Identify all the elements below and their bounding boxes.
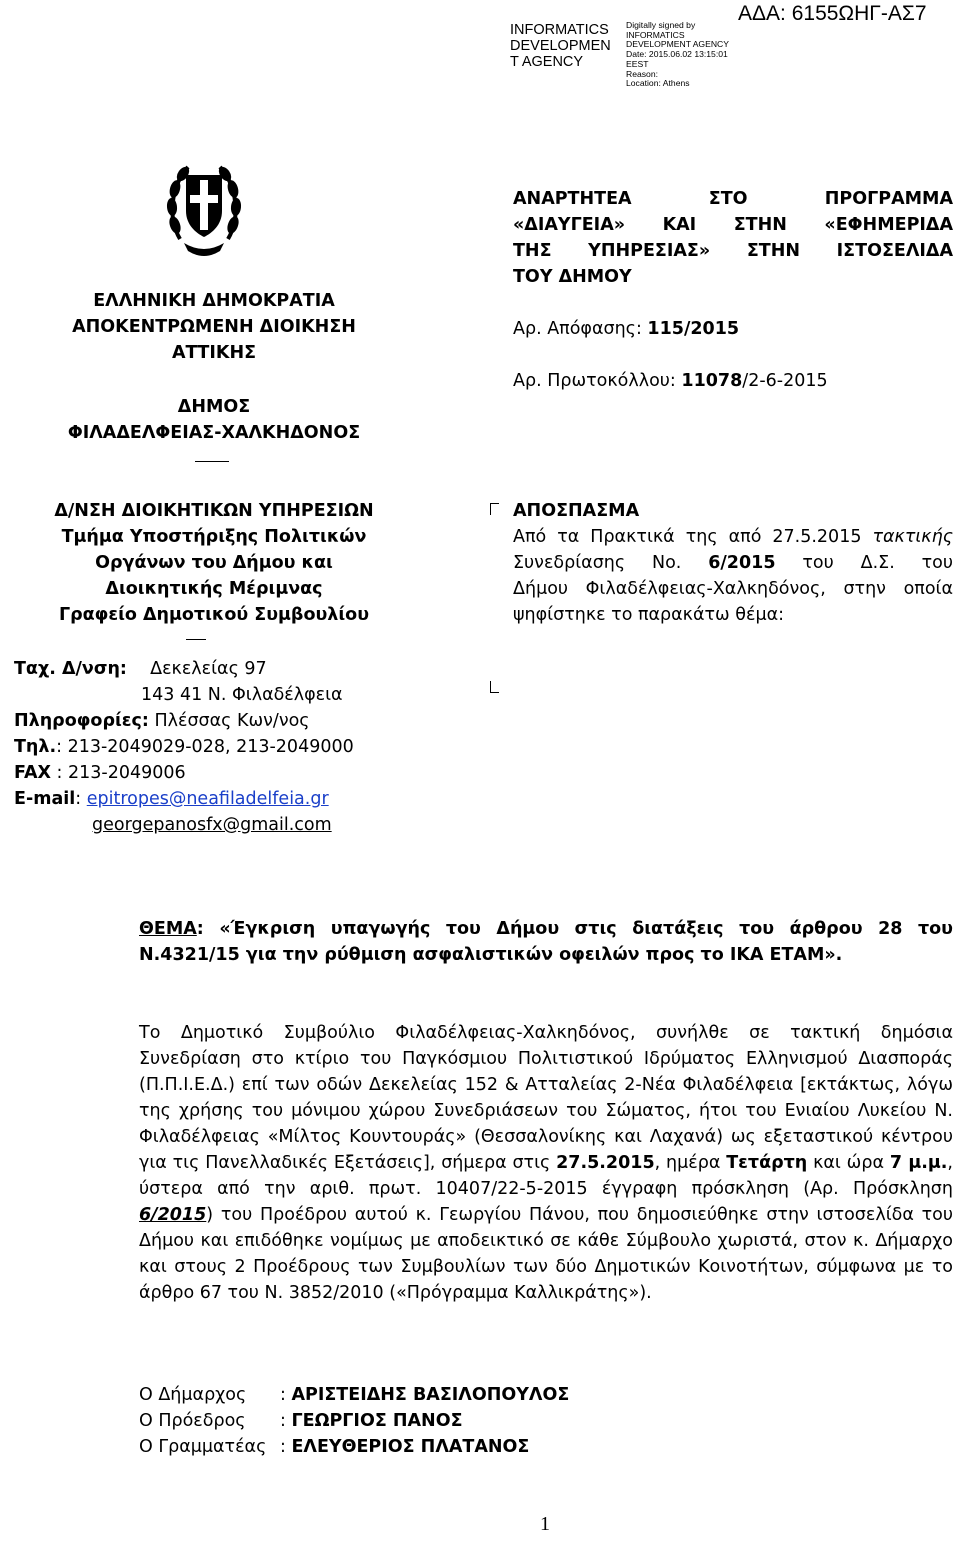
body-text: , ημέρα [654, 1153, 727, 1173]
greek-coat-of-arms-icon [166, 155, 242, 267]
divider [186, 639, 206, 640]
notice-line: ΑΝΑΡΤΗΤΕΑ ΣΤΟ ΠΡΟΓΡΑΜΜΑ [513, 189, 953, 209]
official-role: Ο Πρόεδρος [139, 1411, 246, 1431]
municipality-header [14, 394, 414, 446]
extract-text: του Δ.Σ. του [775, 553, 953, 573]
extract-session-type: τακτικής [872, 527, 953, 547]
meeting-date: 27.5.2015 [556, 1153, 655, 1173]
fax-value: : 213-2049006 [50, 763, 186, 783]
notice-line: «ΔΙΑΥΓΕΙΑ» ΚΑΙ ΣΤΗΝ «ΕΦΗΜΕΡΙΔΑ [513, 215, 953, 235]
header-line: ΕΛΛΗΝΙΚΗ ΔΗΜΟΚΡΑΤΙΑ [93, 291, 335, 311]
extract-block [513, 498, 953, 628]
corner-mark [490, 681, 499, 693]
info-value: Πλέσσας Κων/νος [154, 711, 310, 731]
decision-number: 115/2015 [647, 319, 740, 339]
header-line: ΑΠΟΚΕΝΤΡΩΜΕΝΗ ΔΙΟΙΚΗΣΗ [72, 317, 356, 337]
extract-line: Δήμου Φιλαδέλφειας-Χαλκηδόνος, στην οποία [513, 579, 953, 599]
publication-notice [513, 186, 953, 290]
info-label: Πληροφορίες: [14, 711, 149, 731]
invitation-number: 6/2015 [139, 1205, 207, 1225]
decision-label: Αρ. Απόφασης: [513, 319, 648, 339]
email-row [14, 786, 329, 812]
signer-line: T AGENCY [510, 54, 584, 70]
address-label: Ταχ. Δ/νση: [14, 659, 127, 679]
email-link-secondary[interactable]: georgepanosfx@gmail.com [92, 815, 332, 835]
extract-line: ψηφίστηκε το παρακάτω θέμα: [513, 605, 785, 625]
signature-detail-line: Digitally signed by [626, 20, 696, 30]
fax-row [14, 760, 186, 786]
info-row [14, 708, 310, 734]
email-link-primary[interactable]: epitropes@neafiladelfeia.gr [86, 789, 329, 809]
official-sep: : [280, 1385, 292, 1405]
official-role: Ο Δήμαρχος [139, 1385, 247, 1405]
meeting-day: Τετάρτη [726, 1153, 808, 1173]
decision-number-row [513, 316, 953, 342]
protocol-number: 11078 [681, 371, 743, 391]
signature-detail-line: Date: 2015.06.02 13:15:01 [626, 49, 728, 60]
body-text: , ύστερα από την αριθ. πρωτ. 10407/22-5-2015 έγγραφη πρόσκληση (Αρ. Πρόσκληση [139, 1153, 953, 1199]
extract-text: Από τα Πρακτικά της από 27.5.2015 [513, 527, 873, 547]
email-label: E-mail [14, 789, 76, 809]
official-name: ΕΛΕΥΘΕΡΙΟΣ ΠΛΑΤΑΝΟΣ [291, 1437, 530, 1457]
fax-label: FAX [14, 763, 51, 783]
department-header [14, 498, 414, 628]
department-line: Τμήμα Υποστήριξης Πολιτικών [61, 527, 367, 547]
subject [139, 916, 953, 968]
header-line: ΑΤΤΙΚΗΣ [171, 343, 257, 363]
body-text: Το Δημοτικό Συμβούλιο Φιλαδέλφειας-Χαλκηδόνος, συνήλθε σε τακτική δημόσια Συνεδρίαση στο κτίριο του Παγκόσμιου Πολιτιστικού Ιδρύματος Ελληνισμού Διασποράς (Π.Π.Ι.Ε.Δ.) επί των οδών Δεκελείας 152 & Ατταλείας 2-Νέα Φιλαδέλφεια [εκτάκτως, λόγω της χρήσης του μόνιμου χώρου Συνεδριάσεων του Σώματος, ήτοι του Ενιαίου Λυκείου Ν. Φιλαδέλφειας «Μίλτος Κουντουράς» (Θεσσαλονίκης και Λαχανά) ως εξεταστικού κέντρου για τις Πανελλαδικές Εξετάσεις], σήμερα στις [139, 1023, 953, 1173]
municipality-line: ΦΙΛΑΔΕΛΦΕΙΑΣ-ΧΑΛΚΗΔΟΝΟΣ [67, 423, 361, 443]
tel-row [14, 734, 354, 760]
protocol-number-row [513, 368, 953, 394]
signature-detail-line: Location: Athens [626, 78, 690, 89]
protocol-date: /2-6-2015 [742, 371, 828, 391]
digital-signature-signer [510, 22, 622, 70]
subject-label: ΘΕΜΑ [139, 919, 197, 939]
signer-line: INFORMATICS [510, 22, 609, 38]
extract-text: Συνεδρίασης Νο. [513, 553, 709, 573]
official-row [139, 1408, 463, 1434]
notice-line: ΤΟΥ ΔΗΜΟΥ [513, 267, 632, 287]
extract-title: ΑΠΟΣΠΑΣΜΑ [513, 501, 640, 521]
protocol-label: Αρ. Πρωτοκόλλου: [513, 371, 682, 391]
official-row [139, 1382, 569, 1408]
meeting-time: 7 μ.μ. [889, 1153, 948, 1173]
digital-signature-details [626, 21, 756, 89]
official-name: ΑΡΙΣΤΕΙΔΗΣ ΒΑΣΙΛΟΠΟΥΛΟΣ [291, 1385, 570, 1405]
extract-session-number: 6/2015 [708, 553, 776, 573]
address-street: Δεκελείας 97 [150, 659, 267, 679]
department-line: Οργάνων του Δήμου και [95, 553, 333, 573]
extract-line [513, 524, 953, 550]
signature-detail-line: INFORMATICS [626, 29, 685, 40]
subject-text: : «Έγκριση υπαγωγής του Δήμου στις διατάξεις του άρθρου 28 του Ν.4321/15 για την ρύθμιση ασφαλιστικών οφειλών προς το ΙΚΑ ΕΤΑΜ». [139, 919, 953, 965]
department-line: Γραφείο Δημοτικού Συμβουλίου [58, 605, 370, 625]
official-sep: : [280, 1411, 292, 1431]
signature-detail-line: Reason: [626, 68, 659, 79]
address-city: 143 41 Ν. Φιλαδέλφεια [141, 685, 343, 705]
body-paragraph [139, 1020, 953, 1306]
divider [195, 461, 229, 462]
issuer-header [14, 288, 414, 366]
address-row [14, 656, 267, 682]
email-sep: : [75, 789, 87, 809]
signer-line: DEVELOPMEN [510, 38, 611, 54]
department-line: Δ/ΝΣΗ ΔΙΟΙΚΗΤΙΚΩΝ ΥΠΗΡΕΣΙΩΝ [54, 501, 374, 521]
municipality-line: ΔΗΜΟΣ [177, 397, 251, 417]
ada-code: ΑΔΑ: 6155ΩΗΓ-ΑΣ7 [738, 2, 927, 25]
tel-label: Τηλ. [14, 737, 57, 757]
official-name: ΓΕΩΡΓΙΟΣ ΠΑΝΟΣ [291, 1411, 463, 1431]
official-role: Ο Γραμματέας [139, 1437, 267, 1457]
corner-mark [490, 503, 499, 515]
signature-detail-line: EEST [626, 58, 649, 69]
official-sep: : [280, 1437, 292, 1457]
department-line: Διοικητικής Μέριμνας [105, 579, 323, 599]
page-number: 1 [540, 1513, 550, 1535]
signature-detail-line: DEVELOPMENT AGENCY [626, 39, 729, 50]
tel-value: : 213-2049029-028, 213-2049000 [56, 737, 354, 757]
notice-line: ΤΗΣ ΥΠΗΡΕΣΙΑΣ» ΣΤΗΝ ΙΣΤΟΣΕΛΙΔΑ [513, 241, 953, 261]
body-text: και ώρα [807, 1153, 890, 1173]
official-row [139, 1434, 529, 1460]
extract-line [513, 550, 953, 576]
body-text: ) του Προέδρου αυτού κ. Γεωργίου Πάνου, που δημοσιεύθηκε στην ιστοσελίδα του Δήμου και επιδόθηκε νομίμως με αποδεικτικό σε κάθε Σύμβουλο χωριστά, στον κ. Δήμαρχο και στους 2 Προέδρους των Συμβουλίων των δύο Δημοτικών Κοινοτήτων, σύμφωνα με το άρθρο 67 του Ν. 3852/2010 («Πρόγραμμα Καλλικράτης»). [139, 1205, 953, 1303]
